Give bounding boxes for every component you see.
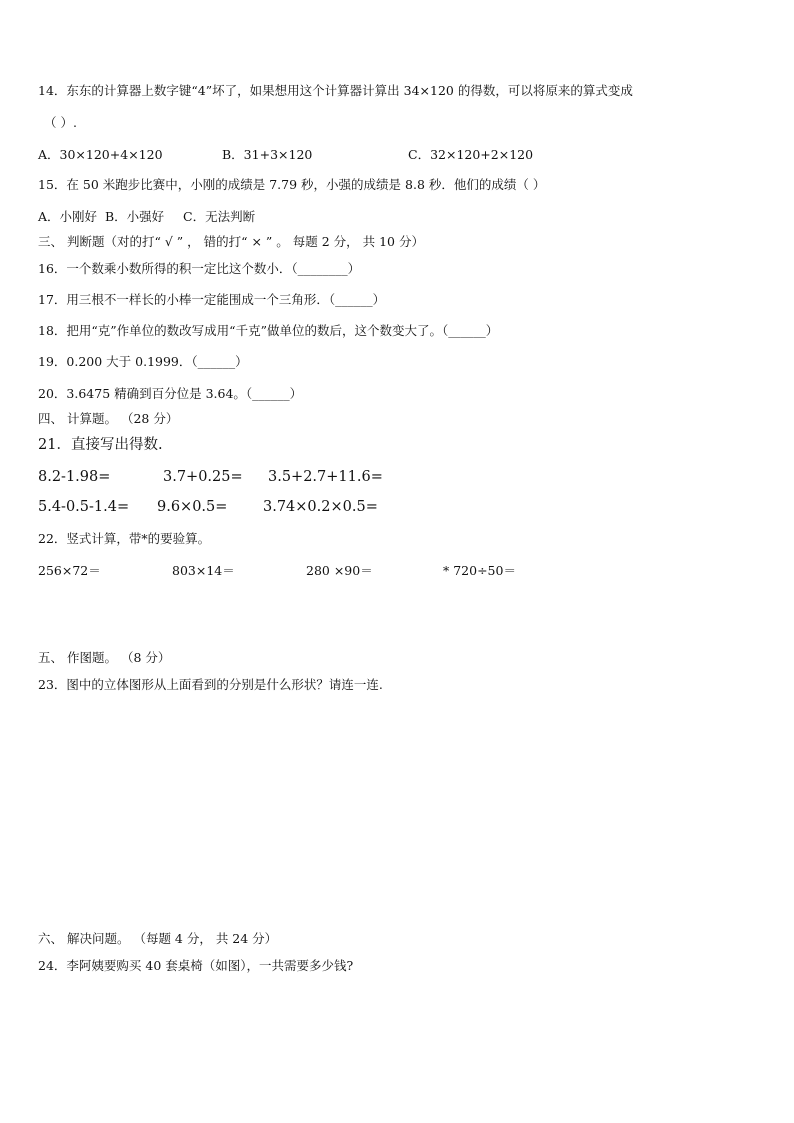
q14-answer-blank[interactable]: （ ）. xyxy=(44,115,77,130)
q15-stem: 15．在 50 米跑步比赛中，小刚的成绩是 7.79 秒，小强的成绩是 8.8 秒．他们的成绩（ ） xyxy=(38,177,546,192)
section-5-heading: 五、 作图题。 （8 分） xyxy=(38,650,171,665)
q14-option-c[interactable]: C．32×120+2×120 xyxy=(408,147,534,162)
q22-item-1: 256×72＝ xyxy=(38,563,101,578)
q14-option-a[interactable]: A．30×120+4×120 xyxy=(38,147,163,162)
q21-item-5: 9.6×0.5= xyxy=(157,499,228,515)
q22-item-3: 280 ×90＝ xyxy=(306,563,373,578)
q21-item-2: 3.7+0.25= xyxy=(163,469,243,485)
section-6-heading: 六、 解决问题。 （每题 4 分， 共 24 分） xyxy=(38,931,278,946)
q17-statement[interactable]: 17．用三根不一样长的小棒一定能围成一个三角形．（______） xyxy=(38,292,386,307)
section-4-heading: 四、 计算题。 （28 分） xyxy=(38,411,179,426)
q15-option-a[interactable]: A．小刚好 xyxy=(38,209,98,224)
q24-stem: 24．李阿姨要购买 40 套桌椅（如图），一共需要多少钱? xyxy=(38,958,354,973)
q15-option-b[interactable]: B．小强好 xyxy=(105,209,165,224)
q21-item-1: 8.2-1.98= xyxy=(38,469,111,485)
q22-stem: 22．竖式计算，带*的要验算。 xyxy=(38,531,211,546)
q20-statement[interactable]: 20．3.6475 精确到百分位是 3.64。（______） xyxy=(38,386,303,401)
q21-item-6: 3.74×0.2×0.5= xyxy=(263,499,378,515)
q22-item-4: * 720÷50＝ xyxy=(443,563,516,578)
q22-item-2: 803×14＝ xyxy=(172,563,235,578)
q14-option-b[interactable]: B．31+3×120 xyxy=(222,147,313,162)
q18-statement[interactable]: 18．把用“克”作单位的数改写成用“千克”做单位的数后，这个数变大了。（______） xyxy=(38,323,499,338)
q14-stem: 14．东东的计算器上数字键“4”坏了，如果想用这个计算器计算出 34×120 的得数，可以将原来的算式变成 xyxy=(38,83,633,98)
q23-stem: 23．图中的立体图形从上面看到的分别是什么形状？请连一连. xyxy=(38,677,383,692)
q21-stem: 21．直接写出得数. xyxy=(38,437,163,453)
q19-statement[interactable]: 19．0.200 大于 0.1999．（______） xyxy=(38,354,248,369)
q21-item-4: 5.4-0.5-1.4= xyxy=(38,499,130,515)
q16-statement[interactable]: 16．一个数乘小数所得的积一定比这个数小．（________） xyxy=(38,261,361,276)
q15-option-c[interactable]: C．无法判断 xyxy=(183,209,256,224)
q21-item-3: 3.5+2.7+11.6= xyxy=(268,469,383,485)
section-3-heading: 三、 判断题（对的打“ √ ” ， 错的打“ × ” 。 每题 2 分， 共 10 分） xyxy=(38,234,424,249)
